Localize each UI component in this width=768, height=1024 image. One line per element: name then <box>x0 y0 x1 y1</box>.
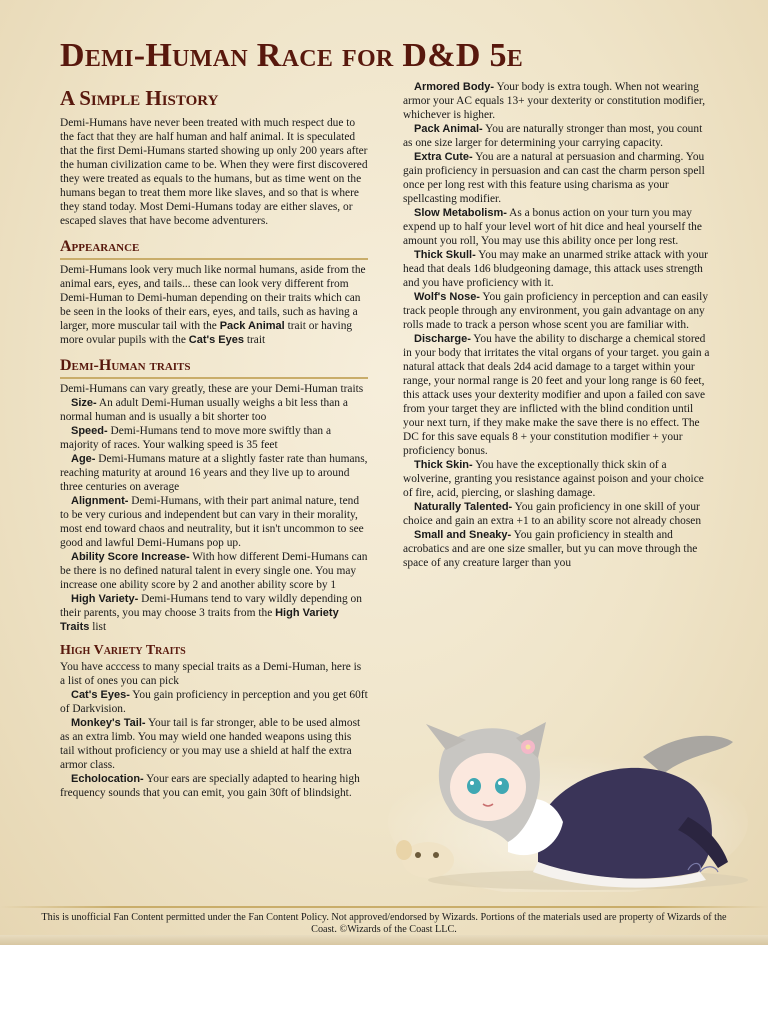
trait-alignment: Alignment- Demi-Humans, with their part animal nature, tend to be very curious and independent but can vary in their morality, most end toward chaos and neutrality, but it isn't uncommon to see good and lawful Demi-Humans pop up. <box>60 495 364 549</box>
hv-trait-discharge: Discharge- You have the ability to discharge a chemical stored in your body that irritates the vital organs of your target. you gain a natural attack that deals 2d4 acid damage to a target within your range, your normal range is 20 feet and your long range is 60 feet, this attack uses your dexterity modifier and upon a failed con save from your target they are inflicted with the blind condition until your next turn, if they make make the save there is no effect. The DC for this save equals 8 + your constitution modifier + your proficiency bonus. <box>403 333 710 457</box>
catgirl-maid-illustration <box>388 712 748 892</box>
hv-trait-pack-animal: Pack Animal- You are naturally stronger than most, you count as one size larger for determining your carrying capacity. <box>403 123 703 149</box>
trait-age: Age- Demi-Humans mature at a slightly faster rate than humans, reaching maturity at around 16 years and they live up to around three centuries on average <box>60 453 368 493</box>
history-heading: A Simple History <box>60 86 219 110</box>
cats-eyes-ref: Cat's Eyes <box>188 334 244 346</box>
left-column <box>60 86 368 800</box>
appearance-heading: Appearance <box>60 238 368 260</box>
trait-high-variety: High Variety- Demi-Humans tend to vary wildly depending on their parents, you may choose 3 traits from the High Variety Traits list <box>60 593 362 633</box>
hv-trait-extra-cute: Extra Cute- You are a natural at persuasion and charming. You gain proficiency in persuasion and can cast the charm person spell once per long rest with this feature using charisma as your spellcasting modifier. <box>403 151 705 205</box>
traits-heading: Demi-Human traits <box>60 357 368 379</box>
hv-trait-small-and-sneaky: Small and Sneaky- You gain proficiency in stealth and acrobatics and are one size smaller, but yu can move through the space of any creature larger than you <box>403 529 698 569</box>
hv-traits-intro: You have acccess to many special traits as a Demi-Human, here is a list of ones you can pick <box>60 661 362 687</box>
hv-trait-wolfs-nose: Wolf's Nose- You gain proficiency in perception and can easily track people through any environment, you gain advantage on any rolls made to track a person whose scent you are familiar with. <box>403 291 709 331</box>
trait-speed: Speed- Demi-Humans tend to move more swiftly than a majority of races. Your walking speed is 35 feet <box>60 425 332 451</box>
footer-rule <box>0 906 768 908</box>
right-column <box>403 80 713 570</box>
page-title: Demi-Human Race for D&D 5e <box>60 37 524 74</box>
hv-trait-naturally-talented: Naturally Talented- You gain proficiency in one skill of your choice and gain an extra +1 to an ability score not already chosen <box>403 501 702 527</box>
trait-size: Size- An adult Demi-Human usually weighs a bit less than a normal human and is usually a bit shorter too <box>60 397 348 423</box>
trait-ability-score: Ability Score Increase- With how different Demi-Humans can be there is no defined natural talent in every single one. You may increase one ability score by 2 and another ability score by 1 <box>60 551 368 591</box>
hv-trait-thick-skin: Thick Skin- You have the exceptionally thick skin of a wolverine, granting you resistance against poison and your choice of fire, acid, piercing, or slashing damage. <box>403 459 704 499</box>
hv-trait-cats-eyes: Cat's Eyes- You gain proficiency in perception and you get 60ft of Darkvision. <box>60 689 368 715</box>
legal-footer: This is unofficial Fan Content permitted under the Fan Content Policy. Not approved/endorsed by Wizards. Portions of the materials used are property of Wizards of the Coast. ©Wizards of the Coast LLC. <box>41 912 727 935</box>
traits-intro: Demi-Humans can vary greatly, these are your Demi-Human traits <box>60 383 364 395</box>
hv-trait-echolocation: Echolocation- Your ears are specially adapted to hearing high frequency sounds that you can emit, you gain 30ft of blindsight. <box>60 773 360 799</box>
hv-trait-thick-skull: Thick Skull- You may make an unarmed strike attack with your head that deals 1d6 bludgeoning damage, this attack uses strength and you have proficiency with it. <box>403 249 708 289</box>
hv-trait-armored-body: Armored Body- Your body is extra tough. When not wearing armor your AC equals 13+ your dexterity or constitution modifier, whichever is higher. <box>403 81 706 121</box>
pack-animal-ref: Pack Animal <box>219 320 285 332</box>
history-text: Demi-Humans have never been treated with much respect due to the fact that they are half human and half animal. It is speculated that the first Demi-Humans started showing up only 200 years after the human civilization came to be. When they were first discovered they were treated as equals to the humans, but as time went on the humans began to treat them more like slaves, and so that is where they stand today. Most Demi-Humans today are either slaves, or escaped slaves that have become adventurers. <box>60 117 368 227</box>
appearance-text: Demi-Humans look very much like normal humans, aside from the animal ears, eyes, and tails... these can look very different from Demi-Human to Demi-human depending on their traits which can be seen in the looks of their ears, eyes, and tails, such as having a larger, more muscular tail with the Pack Animal trait or having more ovular pupils with the Cat's Eyes trait <box>60 264 366 346</box>
hv-traits-heading: High Variety Traits <box>60 643 186 658</box>
hv-trait-monkeys-tail: Monkey's Tail- Your tail is far stronger, able to be used almost as an extra limb. You may wield one handed weapons using this tail without proficiency or you may use a shield at half the extra armor class. <box>60 717 361 771</box>
hv-trait-slow-metabolism: Slow Metabolism- As a bonus action on your turn you may expend up to half your level wort of hit dice and heal yourself the amount you roll, You may use this ability once per long rest. <box>403 207 702 247</box>
